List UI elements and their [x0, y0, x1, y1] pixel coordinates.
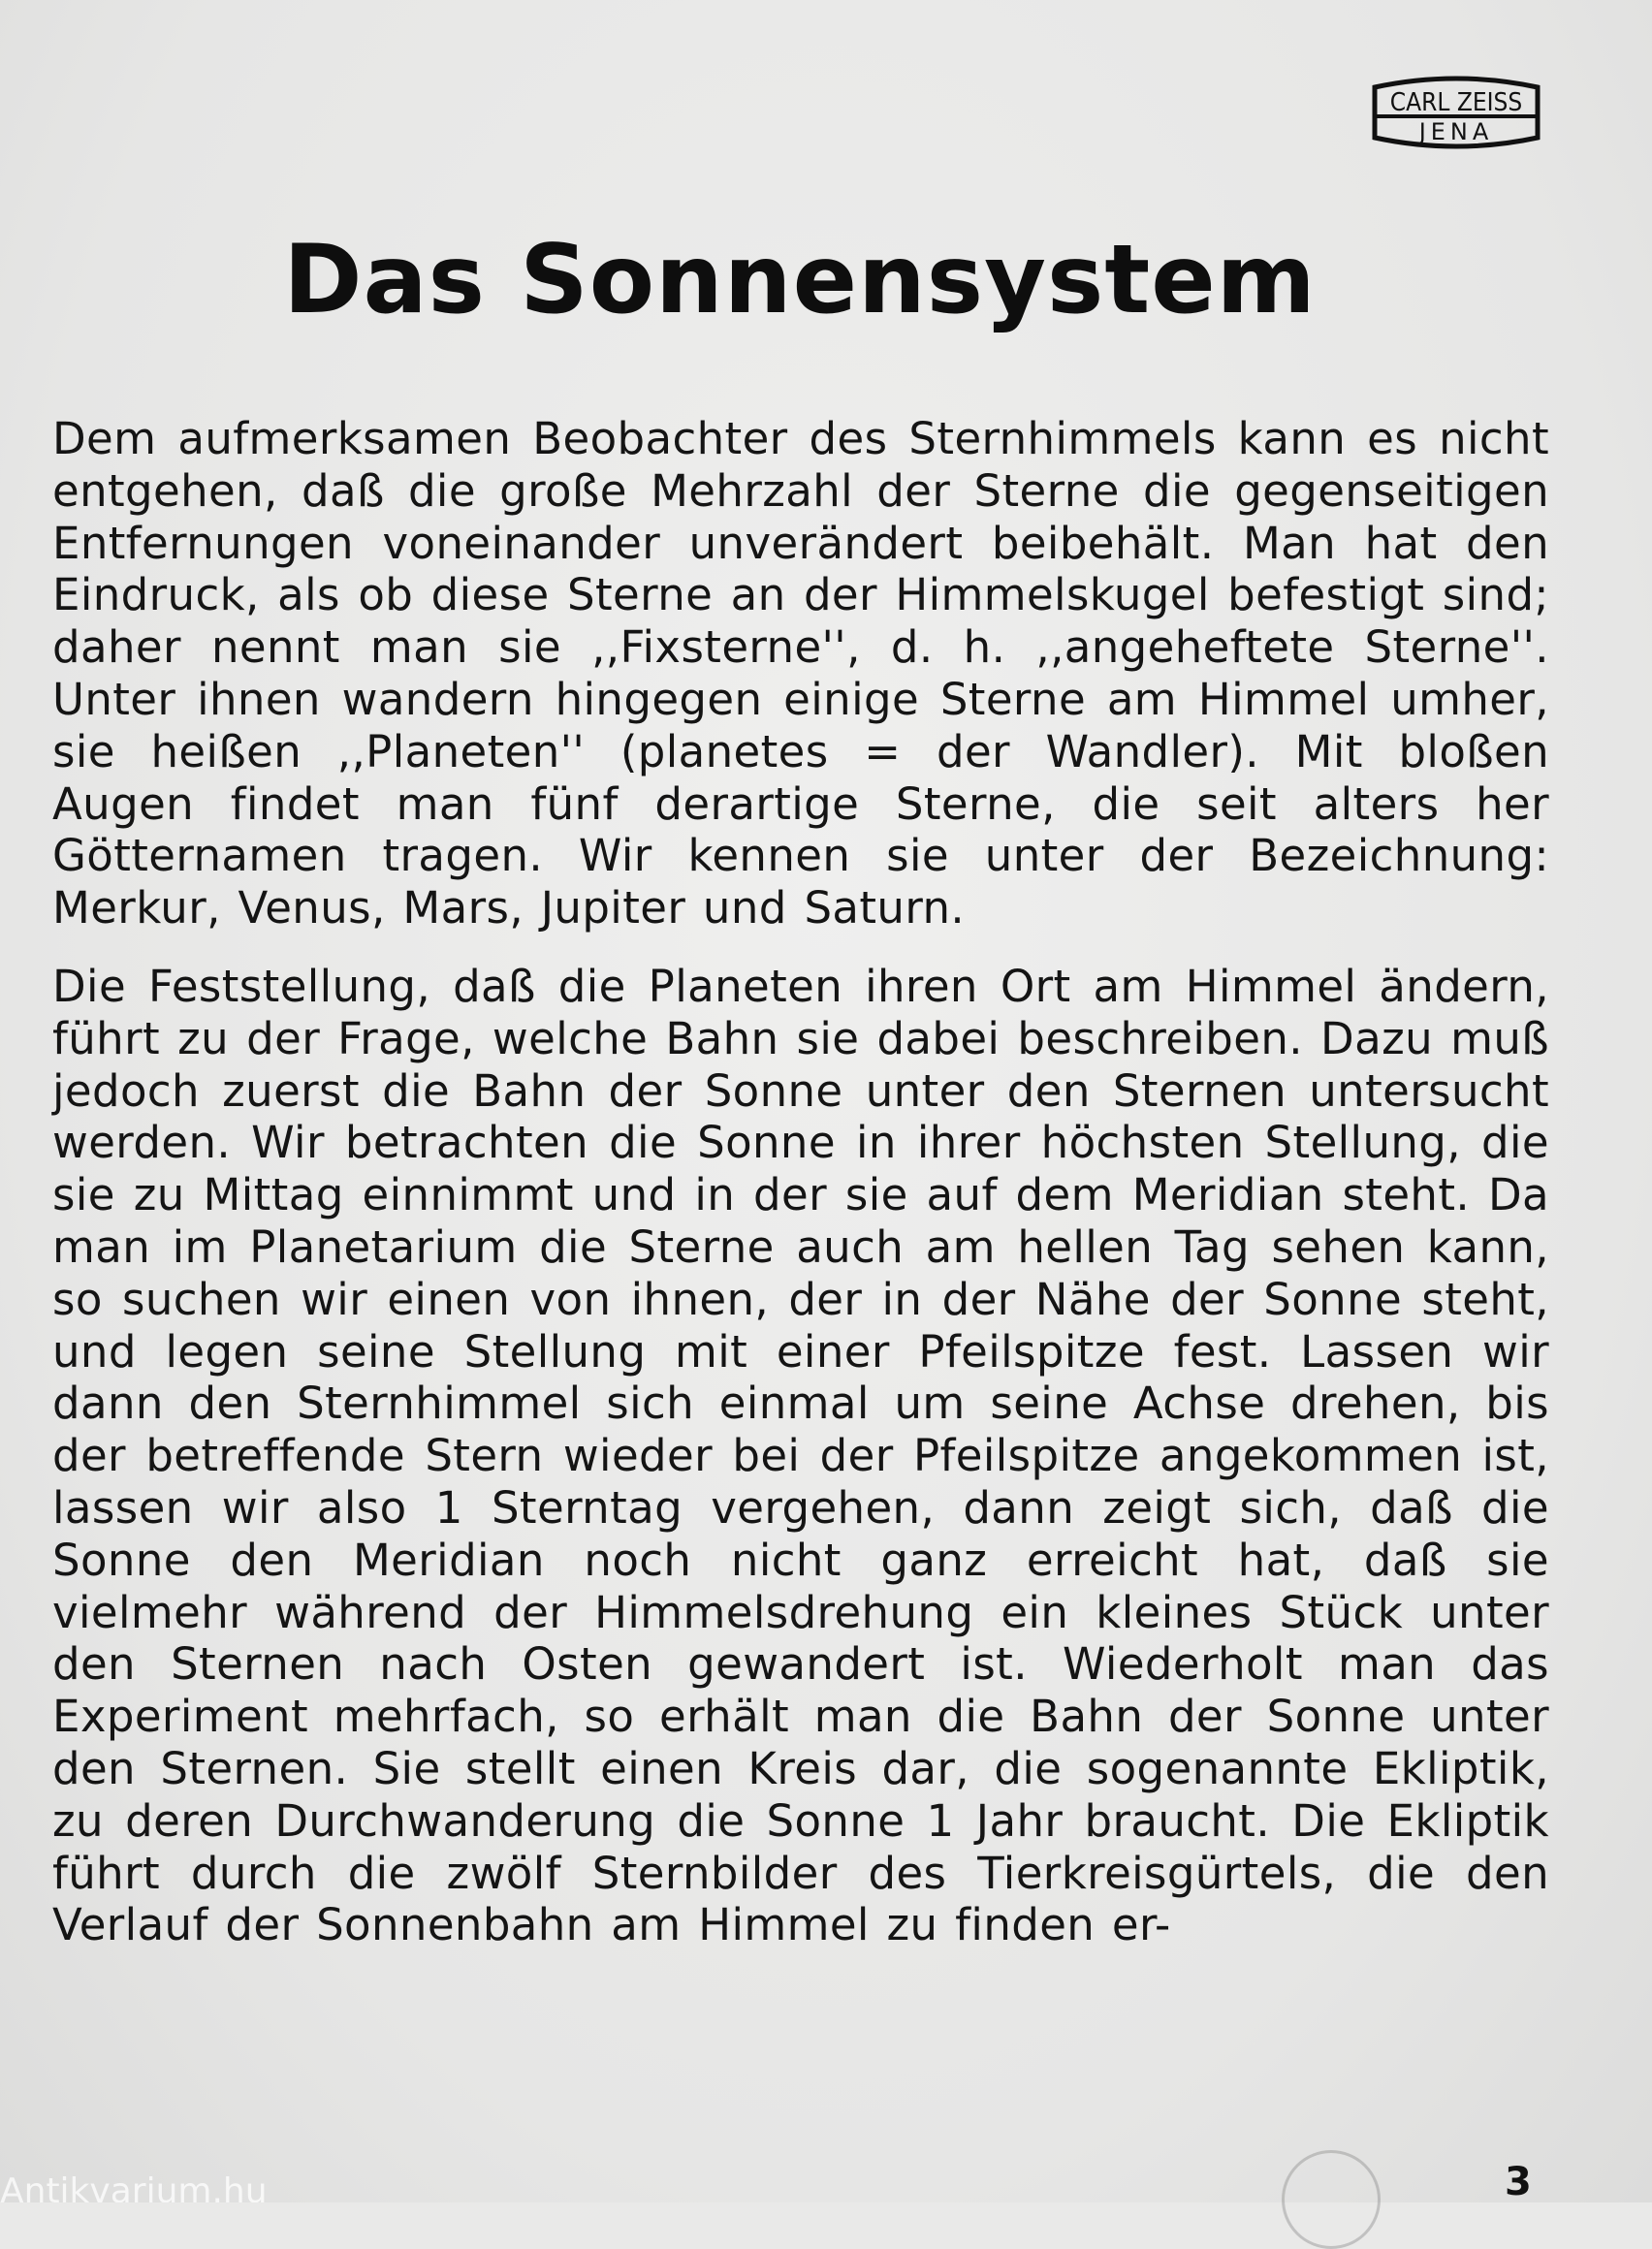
body-text — [52, 413, 1549, 1951]
page-number: 3 — [1505, 2160, 1532, 2204]
logo-line2: JENA — [1418, 118, 1494, 145]
page-title: Das Sonnensystem — [283, 225, 1317, 335]
paragraph-1: Dem aufmerksamen Beobachter des Sternhimmels kann es nicht entgehen, daß die große Mehrzahl der Sterne die gegenseitigen Entfernungen voneinander unverändert beibehält. Man hat den Eindruck, als ob diese Sterne an der Himmelskugel befestigt sind; daher nennt man sie ,,Fixsterne'', d. h. ,,angeheftete Sterne''. Unter ihnen wandern hingegen einige Sterne am Himmel umher, sie heißen ,,Planeten'' (planetes = der Wandler). Mit bloßen Augen findet man fünf derartige Sterne, die seit alters her Götternamen tragen. Wir kennen sie unter der Bezeichnung: Merkur, Venus, Mars, Jupiter und Saturn. — [52, 413, 1549, 934]
faint-stamp-circle — [1282, 2150, 1381, 2249]
paragraph-2: Die Feststellung, daß die Planeten ihren Ort am Himmel ändern, führt zu der Frage, welche Bahn sie dabei beschreiben. Dazu muß jedoch zuerst die Bahn der Sonne unter den Sternen untersucht werden. Wir betrachten die Sonne in ihrer höchsten Stellung, die sie zu Mittag einnimmt und in der sie auf dem Meridian steht. Da man im Planetarium die Sterne auch am hellen Tag sehen kann, so suchen wir einen von ihnen, der in der Nähe der Sonne steht, und legen seine Stellung mit einer Pfeilspitze fest. Lassen wir dann den Sternhimmel sich einmal um seine Achse drehen, bis der betreffende Stern wieder bei der Pfeilspitze angekommen ist, lassen wir also 1 Sterntag vergehen, dann zeigt sich, daß die Sonne den Meridian noch nicht ganz erreicht hat, daß sie vielmehr während der Himmelsdrehung ein kleines Stück unter den Sternen nach Osten gewandert ist. Wiederholt man das Experiment mehrfach, so erhält man die Bahn der Sonne unter den Sternen. Sie stellt einen Kreis dar, die sogenannte Ekliptik, zu deren Durchwanderung die Sonne 1 Jahr braucht. Die Ekliptik führt durch die zwölf Sternbilder des Tierkreisgürtels, die den Verlauf der Sonnenbahn am Himmel zu finden er- — [52, 960, 1549, 1951]
carl-zeiss-jena-logo — [1369, 74, 1543, 155]
logo-line1: CARL ZEISS — [1389, 88, 1523, 117]
watermark: Antikvarium.hu — [0, 2171, 268, 2202]
